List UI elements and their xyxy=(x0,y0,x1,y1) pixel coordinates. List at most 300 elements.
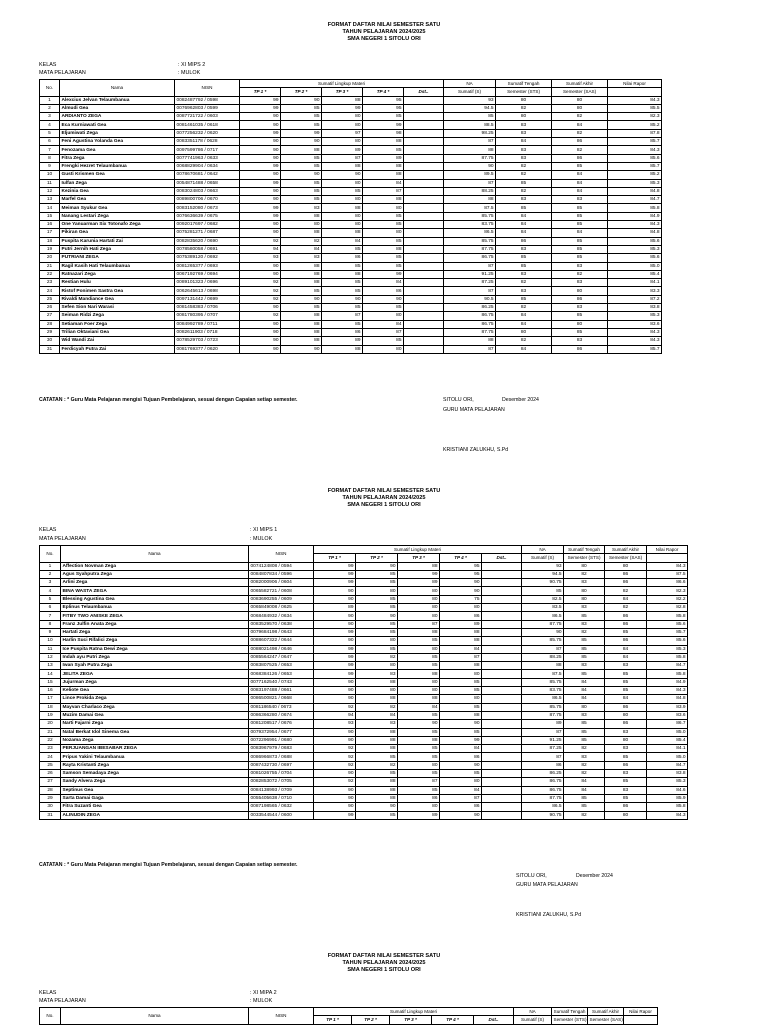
col-nisn: NISN xyxy=(175,80,240,97)
cell-na: 88.25 xyxy=(444,187,496,195)
cell-rapor: 86.6 xyxy=(647,579,688,587)
cell-name: Seiman Ridzi Zega xyxy=(60,312,175,320)
cell-sas: 83 xyxy=(552,304,608,312)
cell-tp2: 88 xyxy=(356,778,398,786)
cell-sas: 84 xyxy=(605,653,647,661)
cell-name: Sefen Sion Nari Warasi xyxy=(60,304,175,312)
col-sts: Sumatif Tengah xyxy=(552,1008,588,1016)
cell-tp4: 88 xyxy=(440,637,482,645)
table-row xyxy=(40,196,662,204)
cell-nisn: 0085564247 / 0647 xyxy=(249,653,314,661)
col-no: No. xyxy=(40,80,60,97)
cell-sts: 83 xyxy=(564,753,605,761)
cell-sas: 86 xyxy=(552,345,608,353)
cell-sas: 80 xyxy=(605,736,647,744)
cell-tp2: 88 xyxy=(281,328,322,336)
cell-na: 86.5 xyxy=(444,229,496,237)
cell-tp4: 80 xyxy=(440,604,482,612)
cell-name: ALINUDIN ZEGA xyxy=(61,811,249,819)
cell-sas: 85 xyxy=(552,212,608,220)
cell-nisn: 0076636639 / 0675 xyxy=(175,212,240,220)
cell-tp3: 85 xyxy=(398,662,440,670)
col-sas-sub: Semester (SAS) xyxy=(605,554,647,562)
cell-nisn: 0089101323 / 0696 xyxy=(175,279,240,287)
col-na: NA xyxy=(514,1008,552,1016)
cell-sas: 85 xyxy=(552,162,608,170)
cell-tp1: 99 xyxy=(314,570,356,578)
cell-sts: 84 xyxy=(496,320,552,328)
cell-tp3: 80 xyxy=(322,113,363,121)
cell-tp3: 88 xyxy=(398,562,440,570)
cell-sts: 85 xyxy=(496,295,552,303)
cell-no: 22 xyxy=(40,736,61,744)
cell-tp2: 83 xyxy=(356,720,398,728)
cell-sas: 80 xyxy=(605,711,647,719)
cell-no: 2 xyxy=(40,570,61,578)
cell-sas: 85 xyxy=(552,254,608,262)
table-row xyxy=(40,320,662,328)
cell-tp1: 92 xyxy=(240,287,281,295)
cell-tp1: 92 xyxy=(314,753,356,761)
cell-sas: 80 xyxy=(605,811,647,819)
cell-rapor: 84.9 xyxy=(647,678,688,686)
table-row xyxy=(40,146,662,154)
cell-tp2: 88 xyxy=(281,262,322,270)
cell-tp1: 94 xyxy=(314,711,356,719)
cell-nisn: 0087432730 / 0697 xyxy=(249,761,314,769)
cell-sts: 82 xyxy=(496,162,552,170)
cell-tp2: 88 xyxy=(281,312,322,320)
table-row xyxy=(40,121,662,129)
cell-dst xyxy=(482,794,522,802)
cell-sas: 84 xyxy=(605,695,647,703)
cell-tp4: 88 xyxy=(440,628,482,636)
cell-sas: 86 xyxy=(605,620,647,628)
cell-tp2: 85 xyxy=(356,579,398,587)
cell-rapor: 82.3 xyxy=(647,587,688,595)
cell-rapor: 84.9 xyxy=(608,212,662,220)
cell-dst xyxy=(404,146,444,154)
cell-na: 87.25 xyxy=(444,279,496,287)
cell-dst xyxy=(482,811,522,819)
cell-tp4: 90 xyxy=(440,579,482,587)
col-sumatif-lingkup: Sumatif Lingkup Materi xyxy=(314,546,522,554)
cell-name: PUTRIANI ZEGA xyxy=(60,254,175,262)
cell-na: 86 xyxy=(522,761,564,769)
cell-dst xyxy=(404,237,444,245)
cell-sas: 85 xyxy=(605,794,647,802)
cell-tp3: 85 xyxy=(322,279,363,287)
cell-no: 5 xyxy=(40,595,61,603)
cell-name: Natal Berkat Idol Sinema Gea xyxy=(61,728,249,736)
cell-tp3: 80 xyxy=(398,645,440,653)
table-row xyxy=(40,728,688,736)
cell-sas: 84 xyxy=(552,179,608,187)
cell-tp4: 88 xyxy=(363,245,404,253)
table-row xyxy=(40,154,662,162)
cell-tp2: 85 xyxy=(356,753,398,761)
cell-tp4: 80 xyxy=(440,670,482,678)
cell-no: 13 xyxy=(40,196,60,204)
cell-tp1: 90 xyxy=(240,146,281,154)
table-row xyxy=(40,695,688,703)
cell-dst xyxy=(482,720,522,728)
table-row xyxy=(40,162,662,170)
cell-sts: 84 xyxy=(564,695,605,703)
cell-no: 26 xyxy=(40,770,61,778)
cell-na: 87 xyxy=(444,287,496,295)
cell-tp1: 90 xyxy=(314,595,356,603)
cell-sas: 80 xyxy=(605,562,647,570)
cell-sas: 83 xyxy=(552,262,608,270)
cell-no: 25 xyxy=(40,761,61,769)
cell-no: 24 xyxy=(40,287,60,295)
kelas-value: : XI MIPS 2 xyxy=(178,62,206,68)
cell-sas: 85 xyxy=(552,204,608,212)
table-row xyxy=(40,662,688,670)
cell-tp3: 80 xyxy=(322,221,363,229)
table-row xyxy=(40,604,688,612)
cell-tp1: 99 xyxy=(240,204,281,212)
cell-name: One Yanuarman Six Totonafo Zega xyxy=(60,221,175,229)
cell-nisn: 0086966873 / 0688 xyxy=(249,753,314,761)
doc-year: TAHUN PELAJARAN 2024/2025 xyxy=(342,495,426,501)
cell-sas: 80 xyxy=(552,320,608,328)
mapel-value: : MULOK xyxy=(178,70,201,76)
cell-tp4: 80 xyxy=(440,778,482,786)
cell-name: Wid Wandi Zai xyxy=(60,337,175,345)
cell-tp1: 90 xyxy=(240,270,281,278)
col-sas: Sumatif Akhir xyxy=(605,546,647,554)
cell-nisn: 0077256232 / 0620 xyxy=(175,129,240,137)
col-na-sub: Sumatif (S) xyxy=(522,554,564,562)
cell-no: 26 xyxy=(40,304,60,312)
cell-tp1: 99 xyxy=(314,662,356,670)
cell-tp2: 83 xyxy=(356,670,398,678)
cell-tp2: 84 xyxy=(281,245,322,253)
cell-sts: 84 xyxy=(496,221,552,229)
cell-name: Mayvan Charlaco Zega xyxy=(61,703,249,711)
cell-sts: 85 xyxy=(564,612,605,620)
cell-nisn: 0083024803 / 0663 xyxy=(175,187,240,195)
cell-tp3: 85 xyxy=(398,745,440,753)
cell-tp4: 84 xyxy=(440,786,482,794)
table-row xyxy=(40,129,662,137)
cell-tp1: 90 xyxy=(240,337,281,345)
cell-dst xyxy=(482,662,522,670)
col-sts: Sumatif Tengah xyxy=(496,80,552,88)
cell-tp3: 87 xyxy=(322,312,363,320)
cell-na: 86.75 xyxy=(522,778,564,786)
cell-rapor: 85.6 xyxy=(647,637,688,645)
cell-dst xyxy=(482,595,522,603)
col-sts-sub: Semester (STS) xyxy=(496,88,552,96)
cell-dst xyxy=(404,270,444,278)
cell-dst xyxy=(482,579,522,587)
cell-tp4: 88 xyxy=(363,138,404,146)
cell-tp2: 82 xyxy=(281,237,322,245)
cell-na: 87.25 xyxy=(522,745,564,753)
grades-body xyxy=(40,562,688,819)
cell-tp3: 99 xyxy=(322,104,363,112)
cell-rapor: 85.7 xyxy=(647,628,688,636)
grades-table xyxy=(39,1007,658,1025)
cell-na: 86.5 xyxy=(522,612,564,620)
cell-rapor: 85.6 xyxy=(608,237,662,245)
cell-sas: 82 xyxy=(552,146,608,154)
col-na-sub: Sumatif (S) xyxy=(514,1016,552,1024)
cell-tp1: 90 xyxy=(240,221,281,229)
kelas-value: : XI MIPS 1 xyxy=(250,527,278,533)
cell-no: 29 xyxy=(40,328,60,336)
cell-rapor: 84.1 xyxy=(647,745,688,753)
cell-tp4: 88 xyxy=(440,711,482,719)
note-text: CATATAN : * Guru Mata Pelajaran mengisi Tujuan Pembelajaran, sesuai dengan Capaian setiap semester. xyxy=(39,862,298,868)
cell-tp4: 87 xyxy=(440,794,482,802)
cell-tp4: 90 xyxy=(363,295,404,303)
cell-no: 9 xyxy=(40,628,61,636)
cell-na: 85 xyxy=(522,587,564,595)
cell-sts: 84 xyxy=(496,138,552,146)
cell-na: 86.5 xyxy=(522,695,564,703)
cell-rapor: 83.6 xyxy=(647,711,688,719)
col-tp4: TP 4 * xyxy=(440,554,482,562)
cell-nisn: 0062645613 / 0698 xyxy=(175,287,240,295)
cell-no: 28 xyxy=(40,320,60,328)
cell-tp2: 88 xyxy=(356,728,398,736)
cell-rapor: 85.6 xyxy=(608,154,662,162)
cell-nisn: 0068829904 / 0634 xyxy=(175,162,240,170)
cell-nisn: 0065582721 / 0608 xyxy=(249,587,314,595)
cell-tp2: 88 xyxy=(356,794,398,802)
grades-table xyxy=(39,79,662,354)
cell-dst xyxy=(404,162,444,170)
cell-tp4: 75 xyxy=(440,595,482,603)
cell-na: 91.25 xyxy=(444,270,496,278)
cell-tp4: 80 xyxy=(363,345,404,353)
table-row xyxy=(40,736,688,744)
cell-name: Agus Syahputra Zega xyxy=(61,570,249,578)
table-row xyxy=(40,179,662,187)
cell-tp1: 92 xyxy=(240,237,281,245)
cell-sas: 85 xyxy=(552,328,608,336)
cell-name: Almudi Gea xyxy=(60,104,175,112)
cell-no: 28 xyxy=(40,786,61,794)
cell-rapor: 85.7 xyxy=(608,138,662,146)
cell-sts: 80 xyxy=(496,328,552,336)
cell-tp3: 80 xyxy=(398,761,440,769)
cell-dst xyxy=(404,304,444,312)
doc-title: FORMAT DAFTAR NILAI SEMESTER SATU xyxy=(327,22,441,28)
cell-nisn: 0081461035 / 0618 xyxy=(175,121,240,129)
cell-sts: 85 xyxy=(564,794,605,802)
table-row xyxy=(40,794,688,802)
cell-nisn: 0083197488 / 0661 xyxy=(249,687,314,695)
cell-sas: 82 xyxy=(552,270,608,278)
table-row xyxy=(40,304,662,312)
cell-sas: 82 xyxy=(605,604,647,612)
cell-rapor: 85.0 xyxy=(647,753,688,761)
cell-no: 12 xyxy=(40,187,60,195)
cell-tp3: 85 xyxy=(398,786,440,794)
cell-tp2: 80 xyxy=(356,587,398,595)
cell-tp4: 87 xyxy=(440,653,482,661)
cell-dst xyxy=(404,345,444,353)
cell-sts: 82 xyxy=(564,811,605,819)
cell-tp4: 85 xyxy=(363,254,404,262)
cell-nisn: 0081780395 / 0707 xyxy=(175,312,240,320)
cell-nisn: 0081769377 / 0620 xyxy=(175,345,240,353)
cell-name: Ratnazari Zega xyxy=(60,270,175,278)
doc-title: FORMAT DAFTAR NILAI SEMESTER SATU xyxy=(327,953,441,959)
cell-tp3: 80 xyxy=(322,196,363,204)
cell-tp2: 90 xyxy=(356,803,398,811)
cell-sas: 84 xyxy=(552,121,608,129)
cell-name: Lince Prokida Zega xyxy=(61,695,249,703)
cell-tp2: 85 xyxy=(356,595,398,603)
cell-name: Harlin Suci Rifalici Zega xyxy=(61,637,249,645)
cell-dst xyxy=(404,96,444,104)
table-row xyxy=(40,187,662,195)
cell-nisn: 0083529570 / 0638 xyxy=(249,620,314,628)
cell-nisn: 0068484932 / 0634 xyxy=(249,612,314,620)
doc-year: TAHUN PELAJARAN 2024/2025 xyxy=(342,960,426,966)
cell-tp4: 85 xyxy=(363,304,404,312)
cell-dst xyxy=(404,328,444,336)
cell-rapor: 85.7 xyxy=(608,345,662,353)
cell-tp4: 89 xyxy=(440,620,482,628)
cell-tp4: 95 xyxy=(440,570,482,578)
cell-tp2: 80 xyxy=(356,687,398,695)
table-row xyxy=(40,637,688,645)
cell-tp2: 88 xyxy=(281,320,322,328)
cell-sas: 84 xyxy=(552,229,608,237)
cell-nisn: 0079684198 / 0643 xyxy=(249,628,314,636)
cell-sts: 82 xyxy=(564,570,605,578)
cell-tp2: 90 xyxy=(356,612,398,620)
cell-rapor: 84.7 xyxy=(647,761,688,769)
cell-nisn: 0087721722 / 0603 xyxy=(175,113,240,121)
mapel-value: : MULOK xyxy=(250,998,273,1004)
table-row xyxy=(40,703,688,711)
cell-sas: 80 xyxy=(552,104,608,112)
cell-dst xyxy=(404,204,444,212)
cell-tp2: 85 xyxy=(356,620,398,628)
cell-rapor: 84.3 xyxy=(608,221,662,229)
cell-tp2: 84 xyxy=(356,711,398,719)
cell-tp3: 85 xyxy=(322,187,363,195)
cell-tp2: 88 xyxy=(356,736,398,744)
cell-na: 90 xyxy=(444,162,496,170)
cell-name: Fitra Suzanti Gea xyxy=(61,803,249,811)
cell-sts: 83 xyxy=(496,287,552,295)
cell-tp4: 88 xyxy=(363,171,404,179)
cell-name: Iwan Syah Putra Zega xyxy=(61,662,249,670)
cell-sts: 83 xyxy=(564,604,605,612)
cell-tp3: 88 xyxy=(398,628,440,636)
cell-nisn: 0081208517 / 0676 xyxy=(249,720,314,728)
cell-na: 87 xyxy=(444,179,496,187)
cell-tp1: 90 xyxy=(240,187,281,195)
table-row xyxy=(40,761,688,769)
cell-no: 10 xyxy=(40,637,61,645)
cell-tp1: 92 xyxy=(314,778,356,786)
cell-nisn: 0084807834 / 0596 xyxy=(249,570,314,578)
cell-na: 88 xyxy=(444,146,496,154)
cell-tp4: 80 xyxy=(440,695,482,703)
cell-no: 17 xyxy=(40,695,61,703)
cell-tp2: 85 xyxy=(281,179,322,187)
cell-sts: 84 xyxy=(496,229,552,237)
table-row xyxy=(40,229,662,237)
cell-nisn: 0054871488 / 0658 xyxy=(175,179,240,187)
cell-sas: 86 xyxy=(605,803,647,811)
table-row xyxy=(40,312,662,320)
cell-sas: 85 xyxy=(552,221,608,229)
cell-tp3: 86 xyxy=(398,794,440,802)
cell-rapor: 84.3 xyxy=(608,328,662,336)
cell-tp3: 80 xyxy=(398,587,440,595)
cell-tp2: 90 xyxy=(356,562,398,570)
cell-na: 90.75 xyxy=(522,811,564,819)
cell-tp3: 85 xyxy=(398,637,440,645)
table-row xyxy=(40,720,688,728)
cell-name: Iulfan Zega xyxy=(60,179,175,187)
cell-nisn: 0081186540 / 0673 xyxy=(249,703,314,711)
cell-no: 11 xyxy=(40,645,61,653)
cell-tp2: 85 xyxy=(281,113,322,121)
cell-nisn: 0083152080 / 0673 xyxy=(175,204,240,212)
cell-rapor: 85.5 xyxy=(608,104,662,112)
cell-sas: 85 xyxy=(552,245,608,253)
col-rapor: Nilai Rapor xyxy=(624,1008,658,1016)
cell-na: 87 xyxy=(444,262,496,270)
cell-tp2: 88 xyxy=(281,212,322,220)
cell-no: 19 xyxy=(40,245,60,253)
cell-tp3: 88 xyxy=(322,162,363,170)
table-row xyxy=(40,212,662,220)
cell-tp2: 80 xyxy=(356,637,398,645)
cell-tp2: 99 xyxy=(281,129,322,137)
cell-tp4: 90 xyxy=(440,720,482,728)
cell-nisn: 0078580058 / 0691 xyxy=(175,245,240,253)
cell-tp3: 88 xyxy=(322,204,363,212)
cell-name: Hartati Zega xyxy=(61,628,249,636)
cell-tp2: 82 xyxy=(356,761,398,769)
cell-sts: 83 xyxy=(564,711,605,719)
kelas-label: KELAS xyxy=(39,990,57,996)
cell-dst xyxy=(404,104,444,112)
cell-na: 87.5 xyxy=(522,670,564,678)
cell-sas: 83 xyxy=(605,745,647,753)
cell-sts: 82 xyxy=(496,104,552,112)
cell-dst xyxy=(482,587,522,595)
cell-name: Frengki Hezret Telaumbanua xyxy=(60,162,175,170)
cell-sas: 85 xyxy=(605,778,647,786)
cell-name: Meiman Syukur Gea xyxy=(60,204,175,212)
cell-tp3: 87 xyxy=(398,778,440,786)
cell-nisn: 0089800706 / 0670 xyxy=(175,196,240,204)
col-sas: Sumatif Akhir xyxy=(552,80,608,88)
cell-rapor: 84.3 xyxy=(647,562,688,570)
cell-tp2: 90 xyxy=(281,138,322,146)
table-row xyxy=(40,678,688,686)
cell-tp4: 85 xyxy=(363,221,404,229)
cell-name: Feni Agustina Yolanda Gea xyxy=(60,138,175,146)
cell-dst xyxy=(482,761,522,769)
cell-no: 1 xyxy=(40,562,61,570)
cell-tp1: 90 xyxy=(314,678,356,686)
